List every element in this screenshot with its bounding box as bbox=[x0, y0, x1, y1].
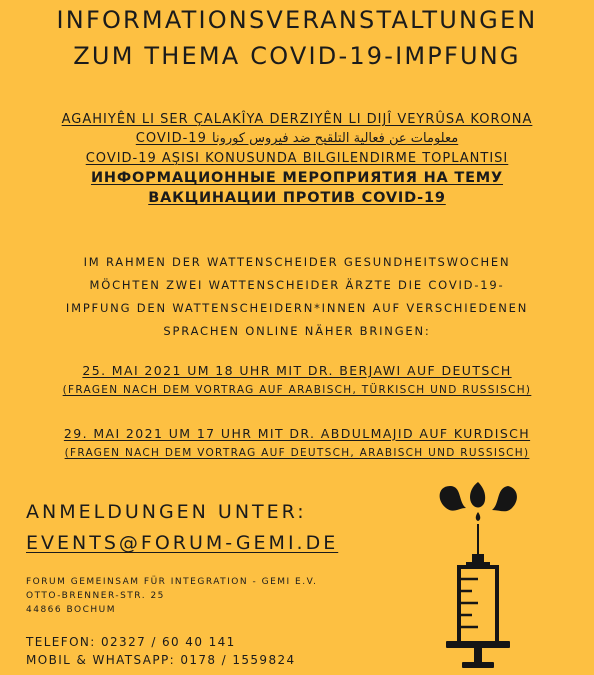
droplet-small-icon bbox=[476, 512, 481, 521]
contact-phone: TELEFON: 02327 / 60 40 141 bbox=[26, 635, 236, 649]
event-1-date: 25. MAI 2021 UM 18 UHR MIT DR. BERJAWI AUF DEUTSCH bbox=[82, 363, 512, 378]
intro-line-4: SPRACHEN ONLINE NÄHER BRINGEN: bbox=[163, 324, 431, 338]
contact-mobile: MOBIL & WHATSAPP: 0178 / 1559824 bbox=[26, 653, 296, 667]
arabic-heading: COVID-19 معلومات عن فعالية التلقيح ضد فيروس كورونا bbox=[135, 131, 459, 146]
russian-heading-line-1: ИНФОРМАЦИОННЫЕ МЕРОПРИЯТИЯ НА ТЕМУ bbox=[90, 170, 504, 186]
organization-street: OTTO-BRENNER-STR. 25 bbox=[26, 591, 165, 601]
organization-name: FORUM GEMEINSAM FÜR INTEGRATION - GEMI E.V. bbox=[26, 577, 318, 587]
droplet-right-icon bbox=[492, 486, 517, 511]
title-line-2: ZUM THEMA COVID-19-IMPFUNG bbox=[73, 42, 521, 70]
turkish-heading: COVID-19 AŞISI KONUSUNDA BILGILENDIRME TOPLANTISI bbox=[85, 151, 509, 166]
droplet-left-icon bbox=[440, 486, 466, 511]
organization-city: 44866 BOCHUM bbox=[26, 605, 116, 615]
event-1-note: (FRAGEN NACH DEM VORTRAG AUF ARABISCH, TÜRKISCH UND RUSSISCH) bbox=[62, 384, 532, 396]
intro-line-2: MÖCHTEN ZWEI WATTENSCHEIDER ÄRZTE DIE COVID-19- bbox=[89, 278, 505, 292]
kurdish-heading: AGAHIYÊN LI SER ÇALAKÎYA DERZIYÊN LI DIJÎ VEYRÛSA KORONA bbox=[61, 112, 533, 127]
syringe-icon bbox=[428, 478, 528, 670]
event-2-note: (FRAGEN NACH DEM VORTRAG AUF DEUTSCH, ARABISCH UND RUSSISCH) bbox=[64, 447, 530, 459]
droplet-center-icon bbox=[470, 482, 485, 507]
registration-label: ANMELDUNGEN UNTER: bbox=[26, 501, 307, 523]
intro-line-3: IMPFUNG DEN WATTENSCHEIDERN*INNEN AUF VERSCHIEDENEN bbox=[65, 301, 529, 315]
event-2-date: 29. MAI 2021 UM 17 UHR MIT DR. ABDULMAJID AUF KURDISCH bbox=[63, 426, 531, 441]
intro-line-1: IM RAHMEN DER WATTENSCHEIDER GESUNDHEITSWOCHEN bbox=[83, 255, 511, 269]
title-line-1: INFORMATIONSVERANSTALTUNGEN bbox=[56, 6, 538, 34]
russian-heading-line-2: ВАКЦИНАЦИИ ПРОТИВ COVID-19 bbox=[148, 190, 446, 206]
registration-email-link[interactable]: EVENTS@FORUM-GEMI.DE bbox=[26, 532, 339, 554]
